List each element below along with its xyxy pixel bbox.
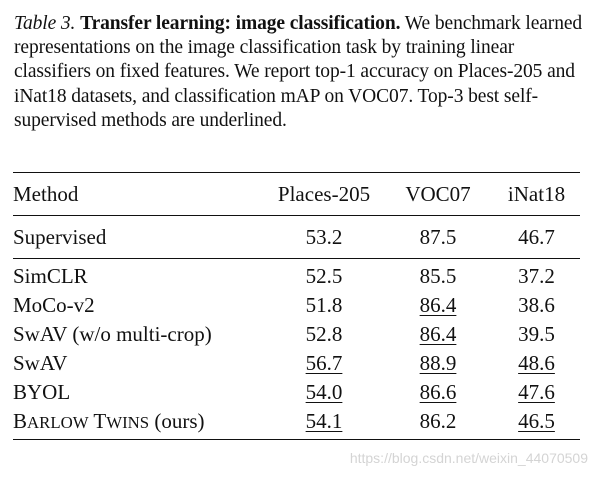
underlined-value: 86.4: [419, 322, 457, 346]
voc-cell: 85.5: [419, 264, 457, 288]
inat-cell: [493, 378, 580, 407]
table-row-supervised: [13, 216, 580, 259]
places-cell: 51.8: [305, 293, 343, 317]
method-cell: MoCo-v2: [13, 293, 95, 317]
table-caption: [14, 12, 588, 133]
method-cell: SwAV: [13, 351, 68, 375]
table-row: [13, 259, 580, 292]
underlined-value: 88.9: [419, 351, 457, 375]
table-header-row: [13, 173, 580, 216]
underlined-value: 47.6: [518, 380, 555, 404]
places-cell: 52.5: [305, 264, 343, 288]
places-cell: 52.8: [305, 322, 343, 346]
header-inat18: iNat18: [493, 173, 580, 216]
underlined-value: 48.6: [518, 351, 555, 375]
header-voc07: VOC07: [383, 173, 493, 216]
voc-cell: [383, 291, 493, 320]
voc-cell: [383, 378, 493, 407]
places-cell: [265, 349, 383, 378]
method-cell: BYOL: [13, 380, 71, 404]
results-table: [13, 172, 580, 440]
voc-cell: 86.2: [383, 407, 493, 440]
voc-cell: 87.5: [383, 216, 493, 259]
header-method: Method: [13, 173, 265, 216]
method-suffix: (ours): [154, 409, 205, 433]
underlined-value: 54.0: [305, 380, 343, 404]
method-t: T: [93, 409, 107, 433]
inat-cell: 39.5: [518, 322, 555, 346]
header-places: Places-205: [265, 173, 383, 216]
table-row: [13, 320, 580, 349]
table-row: [13, 407, 580, 440]
inat-cell: [493, 407, 580, 440]
underlined-value: 86.4: [419, 293, 457, 317]
method-arlow: ARLOW: [27, 413, 89, 432]
inat-cell: 37.2: [518, 264, 555, 288]
method-cell: SimCLR: [13, 264, 88, 288]
underlined-value: 54.1: [305, 409, 343, 433]
underlined-value: 56.7: [305, 351, 343, 375]
method-cell: [13, 407, 265, 440]
method-cell: SwAV (w/o multi-crop): [13, 322, 212, 346]
method-cell: Supervised: [13, 216, 265, 259]
voc-cell: [383, 349, 493, 378]
table-row: [13, 291, 580, 320]
table-row: [13, 378, 580, 407]
caption-text: We benchmark learned representations on the image classification task by training linear classifiers on fixed features. We report top-1 accuracy on Places-205 and iNat18 datasets, and classification mAP on VOC07. Top-3 best self-supervised methods are underlined.: [14, 13, 583, 131]
caption-label: Table 3.: [14, 13, 76, 34]
inat-cell: 38.6: [518, 293, 555, 317]
places-cell: [265, 378, 383, 407]
inat-cell: [493, 349, 580, 378]
method-b: B: [13, 409, 28, 433]
method-wins: WINS: [106, 413, 150, 432]
watermark: https://blog.csdn.net/weixin_44070509: [349, 450, 588, 466]
caption-title: Transfer learning: image classification.: [80, 13, 401, 34]
places-cell: [265, 407, 383, 440]
underlined-value: 46.5: [518, 409, 555, 433]
voc-cell: [383, 320, 493, 349]
underlined-value: 86.6: [419, 380, 457, 404]
table-row: [13, 349, 580, 378]
inat-cell: 46.7: [493, 216, 580, 259]
places-cell: 53.2: [265, 216, 383, 259]
